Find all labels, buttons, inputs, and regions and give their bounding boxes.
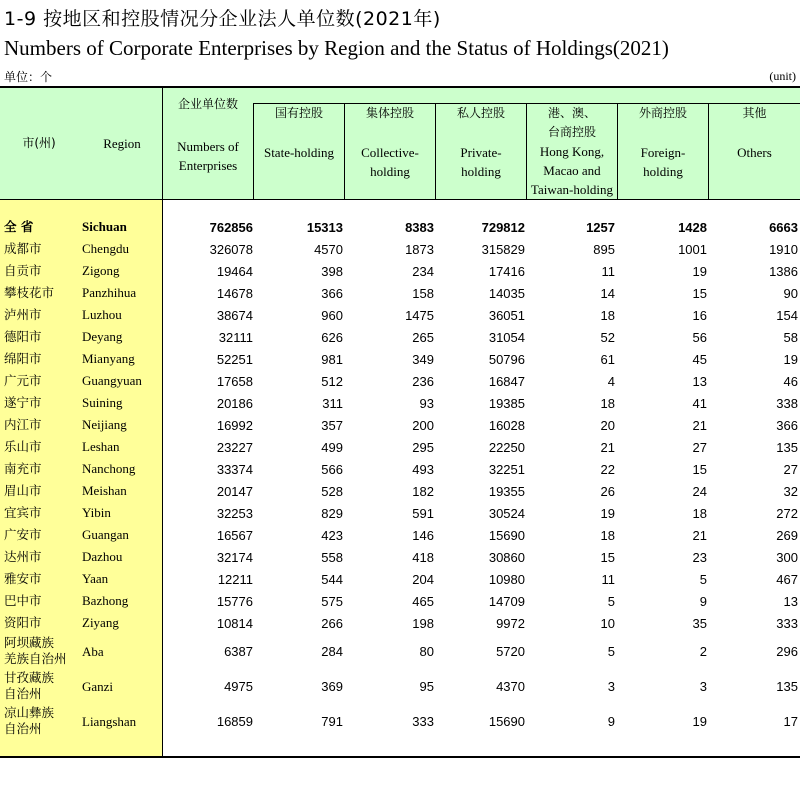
cell-hmt: 15 <box>600 549 615 565</box>
table-row <box>0 568 800 590</box>
header-foreign-en: Foreign-holding <box>640 145 686 179</box>
cell-state: 366 <box>321 285 343 301</box>
region-name-en: Panzhihua <box>82 285 137 300</box>
header-state <box>254 104 344 162</box>
header-others <box>709 104 800 162</box>
cell-private: 5720 <box>496 644 525 659</box>
region-name-cn: 德阳市 <box>4 329 42 344</box>
cell-total: 16992 <box>216 417 253 433</box>
region-name-cn-line: 甘孜藏族 <box>4 670 55 685</box>
cell-total: 10814 <box>216 615 253 631</box>
cell-hmt: 11 <box>601 263 615 279</box>
cell-others: 333 <box>776 615 798 631</box>
header-hmt-en: Hong Kong, Macao and Taiwan-holding <box>530 144 614 197</box>
table-row <box>0 480 800 502</box>
cell-state: 566 <box>321 461 343 477</box>
cell-collective: 295 <box>412 439 434 455</box>
cell-hmt: 20 <box>600 417 615 433</box>
region-name-cn-line: 羌族自治州 <box>4 651 67 666</box>
cell-collective: 8383 <box>405 219 434 235</box>
cell-collective: 265 <box>412 329 434 345</box>
cell-total: 52251 <box>216 351 253 367</box>
cell-collective: 158 <box>412 285 434 301</box>
cell-total: 20186 <box>216 395 253 411</box>
cell-collective: 236 <box>412 373 434 389</box>
region-name-cn: 泸州市 <box>4 307 42 322</box>
cell-state: 4570 <box>314 241 343 257</box>
cell-total: 12211 <box>217 571 253 587</box>
cell-hmt: 52 <box>600 329 615 345</box>
cell-foreign: 15 <box>692 461 707 477</box>
header-region-en <box>82 134 162 154</box>
region-name-cn: 广安市 <box>4 527 42 542</box>
region-name-en: Mianyang <box>82 351 135 366</box>
header-others-cn: 其他 <box>742 106 767 120</box>
header-total-cn: 企业单位数 <box>177 97 238 111</box>
region-name-en: Neijiang <box>82 417 127 432</box>
cell-foreign: 1001 <box>678 241 707 257</box>
cell-private: 4370 <box>496 679 525 694</box>
table-row <box>0 669 800 704</box>
unit-label-en: (unit) <box>769 69 796 83</box>
cell-state: 626 <box>321 329 343 345</box>
cell-state: 311 <box>322 395 343 411</box>
table-row <box>0 216 800 238</box>
header-city-cn: 市(州) <box>22 136 56 150</box>
table-row <box>0 612 800 634</box>
table-row <box>0 326 800 348</box>
region-name-en: Dazhou <box>82 549 123 564</box>
region-name-en: Suining <box>82 395 123 410</box>
header-collective <box>345 104 435 181</box>
cell-foreign: 21 <box>692 417 707 433</box>
table-row <box>0 634 800 669</box>
region-name-cn <box>4 670 54 702</box>
header-state-cn: 国有控股 <box>274 106 323 120</box>
cell-state: 15313 <box>306 219 343 235</box>
cell-hmt: 1257 <box>586 219 615 235</box>
cell-collective: 349 <box>412 351 434 367</box>
cell-collective: 182 <box>412 483 434 499</box>
cell-others: 13 <box>783 593 798 609</box>
cell-total: 33374 <box>216 461 253 477</box>
region-name-en: Guangan <box>82 527 129 542</box>
cell-hmt: 5 <box>607 644 615 659</box>
cell-total: 14678 <box>216 285 253 301</box>
cell-hmt: 21 <box>600 439 615 455</box>
region-name-en: Guangyuan <box>82 373 142 388</box>
cell-collective: 146 <box>412 527 434 543</box>
cell-foreign: 5 <box>699 571 707 587</box>
table-row <box>0 704 800 739</box>
cell-foreign: 1428 <box>678 219 707 235</box>
table-row <box>0 238 800 260</box>
cell-state: 544 <box>321 571 343 587</box>
cell-private: 30860 <box>488 549 525 565</box>
cell-private: 36051 <box>488 307 525 323</box>
region-name-cn: 南充市 <box>4 461 42 476</box>
cell-others: 300 <box>776 549 798 565</box>
cell-others: 1386 <box>769 263 798 279</box>
cell-foreign: 16 <box>692 307 707 323</box>
cell-private: 14035 <box>488 285 525 301</box>
cell-others: 467 <box>776 571 798 587</box>
region-name-en: Nanchong <box>82 461 136 476</box>
region-name-cn: 遂宁市 <box>4 395 42 410</box>
cell-collective: 234 <box>412 263 434 279</box>
cell-private: 19355 <box>488 483 525 499</box>
cell-total: 38674 <box>216 307 253 323</box>
cell-hmt: 61 <box>600 351 615 367</box>
cell-state: 960 <box>321 307 343 323</box>
cell-total: 19464 <box>216 263 253 279</box>
cell-private: 14709 <box>488 593 525 609</box>
header-foreign <box>618 104 708 181</box>
cell-hmt: 26 <box>600 483 615 499</box>
cell-private: 15690 <box>488 527 525 543</box>
table-top-rule <box>0 86 800 88</box>
table-bottom-rule <box>0 756 800 758</box>
cell-state: 512 <box>321 373 343 389</box>
table-row <box>0 260 800 282</box>
region-name-cn: 达州市 <box>4 549 42 564</box>
cell-foreign: 23 <box>692 549 707 565</box>
header-private <box>436 104 526 181</box>
cell-others: 154 <box>776 307 798 323</box>
region-name-cn: 雅安市 <box>4 571 42 586</box>
cell-total: 762856 <box>209 219 253 235</box>
cell-collective: 198 <box>412 615 434 631</box>
cell-private: 19385 <box>488 395 525 411</box>
header-collective-en: Collective-holding <box>361 145 419 179</box>
table-row <box>0 370 800 392</box>
region-name-cn-line: 自治州 <box>4 686 42 701</box>
cell-foreign: 9 <box>699 593 707 609</box>
cell-hmt: 18 <box>600 307 615 323</box>
cell-private: 17416 <box>488 263 525 279</box>
cell-collective: 465 <box>412 593 434 609</box>
cell-collective: 418 <box>412 549 434 565</box>
cell-state: 791 <box>321 714 343 729</box>
table-row <box>0 392 800 414</box>
region-name-cn: 成都市 <box>4 241 42 256</box>
cell-state: 266 <box>321 615 343 631</box>
cell-hmt: 22 <box>600 461 615 477</box>
region-name-cn: 自贡市 <box>4 263 42 278</box>
cell-others: 338 <box>776 395 798 411</box>
cell-foreign: 35 <box>692 615 707 631</box>
region-name-en: Meishan <box>82 483 127 498</box>
cell-collective: 80 <box>419 644 434 659</box>
header-state-en: State-holding <box>263 145 335 160</box>
cell-foreign: 41 <box>692 395 707 411</box>
cell-others: 269 <box>776 527 798 543</box>
cell-hmt: 18 <box>600 527 615 543</box>
cell-hmt: 3 <box>607 679 615 694</box>
cell-private: 32251 <box>488 461 525 477</box>
region-name-en: Liangshan <box>82 713 137 729</box>
cell-foreign: 18 <box>692 505 707 521</box>
cell-total: 20147 <box>216 483 253 499</box>
region-name-cn: 巴中市 <box>4 593 42 608</box>
cell-foreign: 19 <box>692 263 707 279</box>
unit-label-cn: 单位：个 <box>4 70 53 84</box>
table-row <box>0 524 800 546</box>
cell-hmt: 11 <box>601 571 615 587</box>
cell-collective: 95 <box>419 679 434 694</box>
region-name-cn: 资阳市 <box>4 615 42 630</box>
cell-foreign: 3 <box>699 679 707 694</box>
cell-hmt: 14 <box>600 285 615 301</box>
cell-state: 369 <box>321 679 343 694</box>
header-total-en: Numbers of Enterprises <box>177 139 239 173</box>
table-row <box>0 414 800 436</box>
region-name-en: Luzhou <box>82 307 122 322</box>
cell-collective: 1475 <box>405 307 434 323</box>
cell-total: 16567 <box>216 527 253 543</box>
cell-hmt: 10 <box>600 615 615 631</box>
cell-total: 15776 <box>216 593 253 609</box>
cell-state: 357 <box>321 417 343 433</box>
cell-hmt: 5 <box>607 593 615 609</box>
header-others-en: Others <box>737 145 772 160</box>
cell-private: 30524 <box>488 505 525 521</box>
cell-foreign: 13 <box>692 373 707 389</box>
cell-total: 16859 <box>216 714 253 729</box>
cell-total: 17658 <box>216 373 253 389</box>
cell-collective: 333 <box>412 714 434 729</box>
cell-state: 528 <box>321 483 343 499</box>
cell-others: 6663 <box>769 219 798 235</box>
region-name-cn: 攀枝花市 <box>4 285 55 300</box>
cell-state: 981 <box>321 351 343 367</box>
cell-private: 16847 <box>488 373 525 389</box>
table-row <box>0 590 800 612</box>
cell-hmt: 895 <box>593 241 615 257</box>
cell-private: 315829 <box>481 241 525 257</box>
cell-foreign: 21 <box>692 527 707 543</box>
table-row <box>0 282 800 304</box>
cell-private: 16028 <box>488 417 525 433</box>
region-name-cn: 内江市 <box>4 417 42 432</box>
cell-collective: 200 <box>412 417 434 433</box>
header-collective-cn: 集体控股 <box>365 106 414 120</box>
cell-state: 499 <box>321 439 343 455</box>
cell-total: 6387 <box>224 644 253 659</box>
cell-foreign: 15 <box>692 285 707 301</box>
table-row <box>0 436 800 458</box>
header-private-en: Private-holding <box>460 145 502 179</box>
region-name-en: Bazhong <box>82 593 129 608</box>
region-name-cn: 眉山市 <box>4 483 42 498</box>
cell-others: 27 <box>783 461 798 477</box>
cell-private: 729812 <box>481 219 525 235</box>
cell-hmt: 4 <box>607 373 615 389</box>
table-row <box>0 304 800 326</box>
region-name-cn <box>4 705 54 737</box>
cell-foreign: 56 <box>692 329 707 345</box>
region-name-cn-line: 阿坝藏族 <box>4 635 55 650</box>
region-name-cn <box>4 635 67 667</box>
table-row <box>0 502 800 524</box>
header-bottom-rule <box>0 199 800 200</box>
region-name-cn: 全 省 <box>4 219 34 234</box>
cell-private: 50796 <box>488 351 525 367</box>
cell-state: 423 <box>321 527 343 543</box>
region-name-en: Yaan <box>82 571 109 586</box>
cell-others: 58 <box>783 329 798 345</box>
cell-private: 9972 <box>496 615 525 631</box>
cell-others: 1910 <box>769 241 798 257</box>
region-name-cn: 宜宾市 <box>4 505 42 520</box>
region-name-cn: 乐山市 <box>4 439 42 454</box>
cell-state: 558 <box>321 549 343 565</box>
table-body <box>0 216 800 739</box>
page-title-en: Numbers of Corporate Enterprises by Region and the Status of Holdings(2021) <box>4 36 669 60</box>
cell-total: 32111 <box>218 329 253 345</box>
cell-hmt: 18 <box>600 395 615 411</box>
cell-others: 17 <box>783 714 798 729</box>
region-name-en: Deyang <box>82 329 123 344</box>
header-private-cn: 私人控股 <box>456 106 505 120</box>
region-name-cn-line: 自治州 <box>4 721 42 736</box>
cell-others: 296 <box>776 644 798 659</box>
cell-hmt: 9 <box>607 714 615 729</box>
cell-state: 398 <box>321 263 343 279</box>
page-title-cn: 1-9 按地区和控股情况分企业法人单位数(2021年) <box>4 8 441 30</box>
cell-collective: 493 <box>412 461 434 477</box>
header-total <box>163 95 253 175</box>
table-row <box>0 458 800 480</box>
cell-others: 135 <box>776 679 798 694</box>
cell-foreign: 19 <box>692 714 707 729</box>
cell-total: 32174 <box>216 549 253 565</box>
region-name-en: Zigong <box>82 263 120 278</box>
region-name-en: Ganzi <box>82 678 114 694</box>
region-name-cn: 广元市 <box>4 373 42 388</box>
region-name-en: Ziyang <box>82 615 119 630</box>
cell-private: 15690 <box>488 714 525 729</box>
cell-collective: 1873 <box>405 241 434 257</box>
cell-total: 326078 <box>209 241 253 257</box>
header-foreign-cn: 外商控股 <box>638 106 687 120</box>
cell-foreign: 24 <box>692 483 707 499</box>
cell-collective: 93 <box>419 395 434 411</box>
cell-others: 135 <box>776 439 798 455</box>
cell-others: 19 <box>783 351 798 367</box>
cell-total: 4975 <box>224 679 253 694</box>
cell-collective: 591 <box>412 505 434 521</box>
cell-private: 31054 <box>488 329 525 345</box>
cell-total: 23227 <box>216 439 253 455</box>
header-region-en-text: Region <box>103 136 141 151</box>
region-name-en: Chengdu <box>82 241 129 256</box>
cell-others: 366 <box>776 417 798 433</box>
header-hmt <box>527 104 617 199</box>
cell-others: 90 <box>783 285 798 301</box>
region-name-en: Aba <box>82 643 104 659</box>
cell-others: 46 <box>783 373 798 389</box>
region-name-cn-line: 凉山彝族 <box>4 705 55 720</box>
cell-private: 10980 <box>488 571 525 587</box>
table-row <box>0 546 800 568</box>
cell-state: 829 <box>321 505 343 521</box>
cell-private: 22250 <box>488 439 525 455</box>
region-name-en: Leshan <box>82 439 120 454</box>
cell-hmt: 19 <box>600 505 615 521</box>
region-name-en: Sichuan <box>82 219 127 234</box>
cell-foreign: 45 <box>692 351 707 367</box>
cell-state: 575 <box>321 593 343 609</box>
cell-total: 32253 <box>216 505 253 521</box>
cell-state: 284 <box>321 644 343 659</box>
cell-foreign: 2 <box>699 644 707 659</box>
cell-others: 272 <box>776 505 798 521</box>
header-hmt-cn: 港、澳、台商控股 <box>547 106 596 139</box>
region-name-en: Yibin <box>82 505 111 520</box>
table-row <box>0 348 800 370</box>
cell-foreign: 27 <box>692 439 707 455</box>
cell-collective: 204 <box>412 571 434 587</box>
cell-others: 32 <box>783 483 798 499</box>
region-name-cn: 绵阳市 <box>4 351 42 366</box>
